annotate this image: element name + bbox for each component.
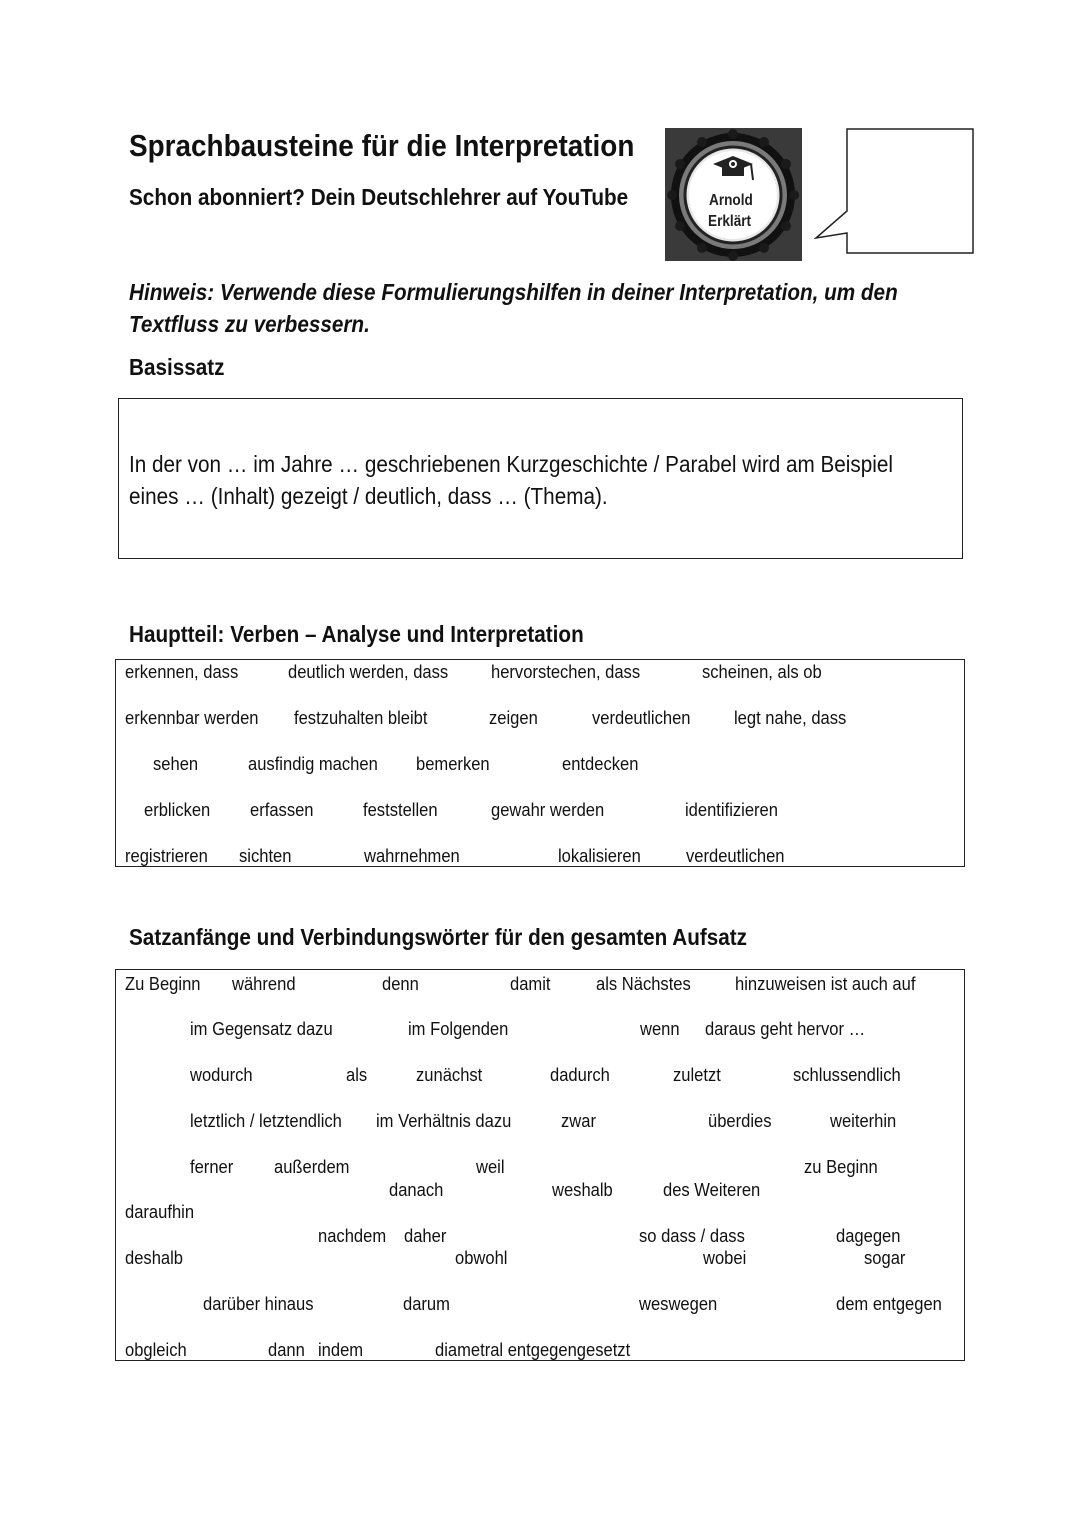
connector-item: dadurch: [550, 1065, 610, 1085]
connector-item: als Nächstes: [596, 974, 691, 994]
connector-item: daraus geht hervor …: [705, 1019, 866, 1039]
connectors-heading: Satzanfänge und Verbindungswörter für den gesamten Aufsatz: [129, 924, 748, 950]
connector-item: darum: [403, 1294, 450, 1314]
verb-item: hervorstechen, dass: [491, 662, 641, 682]
connector-item: damit: [510, 974, 551, 994]
connector-item: zuletzt: [673, 1065, 721, 1085]
connector-item: weil: [476, 1157, 505, 1177]
connector-item: dann: [268, 1340, 305, 1360]
connector-item: deshalb: [125, 1248, 184, 1268]
connector-item: während: [232, 974, 296, 994]
connector-item: im Folgenden: [408, 1019, 509, 1039]
verb-item: identifizieren: [685, 800, 778, 820]
verbs-heading: Hauptteil: Verben – Analyse und Interpretation: [129, 621, 584, 647]
verb-item: lokalisieren: [558, 846, 641, 866]
verb-item: verdeutlichen: [686, 846, 785, 866]
speech-bubble-icon: [812, 126, 977, 258]
verb-item: ausfindig machen: [248, 754, 378, 774]
connector-item: diametral entgegengesetzt: [435, 1340, 631, 1360]
verb-item: erkennbar werden: [125, 708, 259, 728]
connector-item: obgleich: [125, 1340, 187, 1360]
connector-item: nachdem: [318, 1226, 387, 1246]
verb-item: scheinen, als ob: [702, 662, 822, 682]
connector-item: schlussendlich: [793, 1065, 901, 1085]
connector-item: außerdem: [274, 1157, 350, 1177]
connector-item: zu Beginn: [804, 1157, 878, 1177]
page-title: Sprachbausteine für die Interpretation: [129, 128, 635, 163]
connector-item: ferner: [190, 1157, 234, 1177]
connector-item: sogar: [864, 1248, 906, 1268]
connector-item: zwar: [561, 1111, 596, 1131]
basis-heading: Basissatz: [129, 354, 225, 380]
verb-item: zeigen: [489, 708, 538, 728]
verb-item: feststellen: [363, 800, 438, 820]
basis-text: In der von … im Jahre … geschriebenen Kurzgeschichte / Parabel wird am Beispiel eines … (Inhalt) gezeigt / deutlich, dass … (Thema).: [129, 451, 893, 509]
connector-item: indem: [318, 1340, 364, 1360]
connector-item: überdies: [708, 1111, 772, 1131]
verb-item: erkennen, dass: [125, 662, 239, 682]
connector-item: daraufhin: [125, 1202, 195, 1222]
connector-item: wenn: [640, 1019, 680, 1039]
verbs-box: [115, 659, 965, 867]
connector-item: hinzuweisen ist auch auf: [735, 974, 916, 994]
connector-item: weshalb: [552, 1180, 613, 1200]
verb-item: sehen: [153, 754, 199, 774]
connector-item: darüber hinaus: [203, 1294, 314, 1314]
connector-item: letztlich / letztendlich: [190, 1111, 342, 1131]
connector-item: weiterhin: [830, 1111, 897, 1131]
connector-item: Zu Beginn: [125, 974, 201, 994]
verb-item: erfassen: [250, 800, 314, 820]
connector-item: im Verhältnis dazu: [376, 1111, 512, 1131]
connector-item: dem entgegen: [836, 1294, 942, 1314]
connector-item: zunächst: [416, 1065, 483, 1085]
connector-item: dagegen: [836, 1226, 901, 1246]
connector-item: danach: [389, 1180, 444, 1200]
connector-item: daher: [404, 1226, 447, 1246]
connector-item: wodurch: [190, 1065, 253, 1085]
connector-item: des Weiteren: [663, 1180, 761, 1200]
verb-item: deutlich werden, dass: [288, 662, 449, 682]
verb-item: erblicken: [144, 800, 211, 820]
verb-item: gewahr werden: [491, 800, 605, 820]
verb-item: legt nahe, dass: [734, 708, 847, 728]
verb-item: verdeutlichen: [592, 708, 691, 728]
connector-item: als: [346, 1065, 368, 1085]
verb-item: entdecken: [562, 754, 639, 774]
verb-item: sichten: [239, 846, 292, 866]
connector-item: wobei: [703, 1248, 747, 1268]
verb-item: registrieren: [125, 846, 208, 866]
arnold-erklaert-logo: [665, 128, 802, 261]
connector-item: denn: [382, 974, 419, 994]
connector-item: weswegen: [639, 1294, 718, 1314]
connector-item: so dass / dass: [639, 1226, 745, 1246]
verb-item: festzuhalten bleibt: [294, 708, 428, 728]
connector-item: im Gegensatz dazu: [190, 1019, 333, 1039]
verb-item: bemerken: [416, 754, 490, 774]
connector-item: obwohl: [455, 1248, 508, 1268]
page-subtitle: Schon abonniert? Dein Deutschlehrer auf YouTube: [129, 184, 629, 210]
hint-text: Hinweis: Verwende diese Formulierungshilfen in deiner Interpretation, um den Textfluss zu verbessern.: [129, 279, 898, 337]
logo-text-arnold: Arnold: [709, 192, 753, 209]
logo-text-erklaert: Erklärt: [708, 213, 752, 230]
verb-item: wahrnehmen: [364, 846, 460, 866]
